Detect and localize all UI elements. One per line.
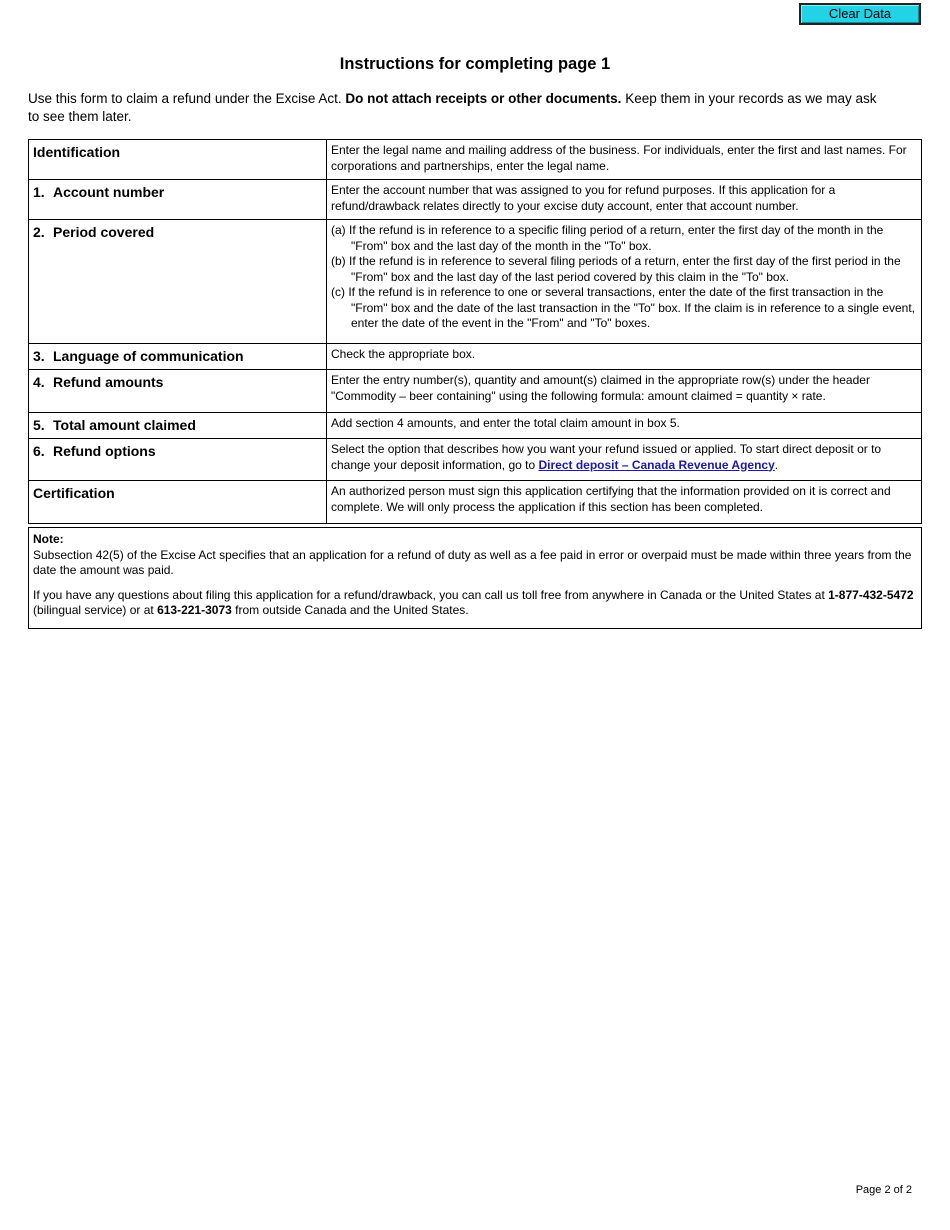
page-number: Page 2 of 2 — [855, 1184, 912, 1196]
note-contact-paragraph: If you have any questions about filing this application for a refund/drawback, you can call us toll free from anywhere in Canada or the United States at 1-877-432-5472 (bilingual service) or at 613-221-3073 from outside Canada and the United States. — [33, 587, 914, 617]
page-title: Instructions for completing page 1 — [339, 55, 611, 73]
row-label: 3. Language of communication — [29, 344, 327, 370]
intro-warning: Do not attach receipts or other documents. — [345, 91, 622, 106]
intro-paragraph — [28, 90, 888, 126]
row-description: An authorized person must sign this application certifying that the information provided on it is correct and complete. We will only process the application if this section has been completed. — [327, 481, 922, 524]
note-paragraph: Subsection 42(5) of the Excise Act specifies that an application for a refund of duty as well as a fee paid in error or overpaid must be made within three years from the date the amount was paid. — [33, 547, 912, 577]
table-row — [29, 413, 922, 439]
intro-text-end: Keep them in your records as we may ask to see them later. — [28, 91, 877, 124]
row-description: Enter the entry number(s), quantity and amount(s) claimed in the appropriate row(s) under the header "Commodity – beer containing" using the following formula: amount claimed = quantity × rate. — [327, 370, 922, 413]
table-row — [29, 220, 922, 344]
note-heading: Note: — [33, 532, 64, 546]
table-row — [29, 370, 922, 413]
phone-number-outside: 613-221-3073 — [157, 603, 232, 617]
row-description: Enter the legal name and mailing address of the business. For individuals, enter the first and last names. For corporations and partnerships, enter the legal name. — [327, 140, 922, 180]
table-row — [29, 481, 922, 524]
instructions-table — [28, 139, 922, 524]
row-description: Add section 4 amounts, and enter the total claim amount in box 5. — [327, 413, 922, 439]
row-label: 4. Refund amounts — [29, 370, 327, 413]
table-row — [29, 344, 922, 370]
row-label: 1. Account number — [29, 180, 327, 220]
table-row — [29, 140, 922, 180]
row-description — [327, 220, 922, 344]
row-description: Check the appropriate box. — [327, 344, 922, 370]
clear-data-button[interactable]: Clear Data — [799, 3, 921, 25]
list-item: (b) If the refund is in reference to several filing periods of a return, enter the first day of the first period in the "From" box and the last day of the last period covered by this claim in the "To" box. — [331, 254, 901, 284]
row-description: Select the option that describes how you want your refund issued or applied. To start direct deposit or to change your deposit information, go to Direct deposit – Canada Revenue Agency. — [327, 439, 922, 481]
row-label: Certification — [29, 481, 327, 524]
note-box — [28, 527, 922, 629]
row-description: Enter the account number that was assigned to you for refund purposes. If this application for a refund/drawback relates directly to your excise duty account, enter that account number. — [327, 180, 922, 220]
table-row — [29, 180, 922, 220]
direct-deposit-link[interactable]: Direct deposit – Canada Revenue Agency — [538, 457, 775, 472]
phone-number-tollfree: 1-877-432-5472 — [828, 587, 914, 602]
intro-text: Use this form to claim a refund under the Excise Act. — [28, 91, 346, 106]
table-row — [29, 439, 922, 481]
row-label: 6. Refund options — [29, 439, 327, 481]
row-label: 5. Total amount claimed — [29, 413, 327, 439]
list-item: (a) If the refund is in reference to a specific filing period of a return, enter the first day of the month in the "From" box and the last day of the month in the "To" box. — [331, 223, 884, 253]
row-label: Identification — [29, 140, 327, 180]
list-item: (c) If the refund is in reference to one or several transactions, enter the date of the first transaction in the "From" box and the date of the last transaction in the "To" box. If the claim is in reference to a single event, enter the date of the event in the "From" and "To" boxes. — [331, 285, 916, 330]
row-label: 2. Period covered — [29, 220, 327, 344]
